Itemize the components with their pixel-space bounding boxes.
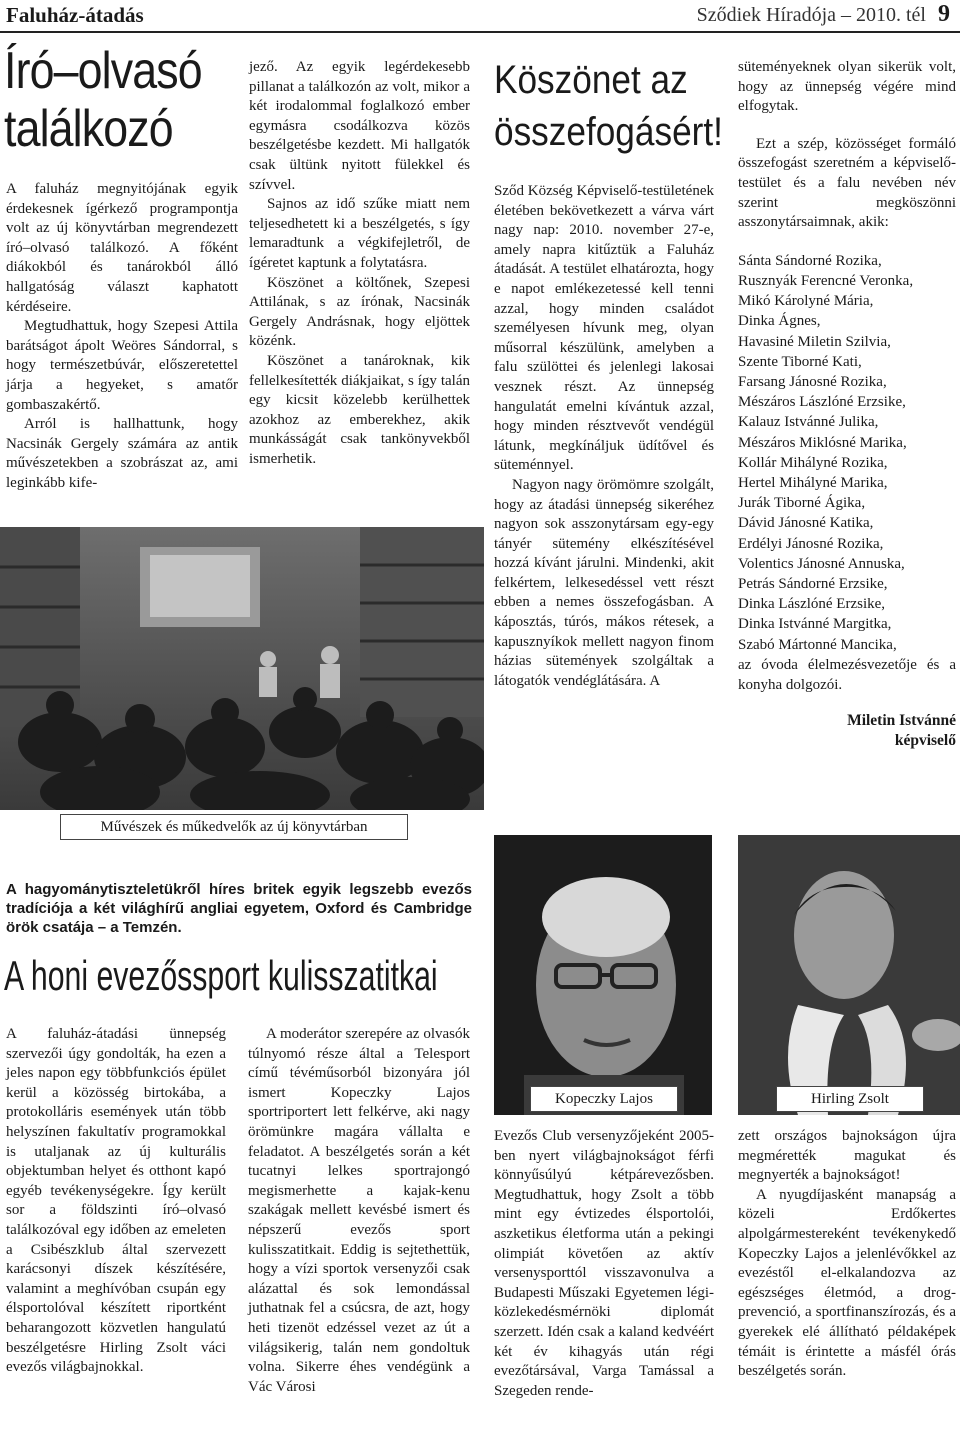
article2-column-1 [494, 182, 714, 691]
signature-name: Miletin Istvánné [847, 712, 956, 730]
thanks-name: Mikó Károlyné Mária, [738, 293, 874, 310]
library-photo-caption: Művészek és műkedvelők az új könyvtárban [60, 814, 408, 840]
article3-para: zett országos bajnokságon újra megmérették magukat és megnyerték a bajnokságot! [738, 1128, 956, 1184]
article2-signature [738, 711, 956, 751]
thanks-name: Dinka Istvánné Margitka, [738, 616, 892, 633]
thanks-name: Erdélyi Jánosné Rozika, [738, 535, 884, 552]
article3-title: A honi evezőssport kulisszatitkai [4, 952, 438, 999]
article1-para: A faluház megnyitójának egyik érdekesnek ígérkező programpontja volt az új könyvtárban megrendezett író–olvasó találkozó. A főként diákokból és tanárokból álló hallgatóság választ kaphatott kérdéseire. [6, 181, 238, 315]
article1-para: Megtudhattuk, hogy Szepesi Attila barátságot ápolt Weöres Sándorral, s hogy természetbúvár, előszeretettel járja a hegyeket, s amatőr gombaszakértő. [6, 318, 238, 413]
article2-para: Ezt a szép, közösséget formáló összefogást szeretném a képviselő-testület és a falu nevében név szerint megköszönni asszonytársaimnak, akik: [738, 135, 956, 231]
page-number: 9 [938, 1, 950, 27]
thanks-name: Dávid Jánosné Katika, [738, 515, 874, 532]
thanks-name: Petrás Sándorné Erzsike, [738, 576, 888, 592]
thanks-name: Szente Tiborné Kati, [738, 353, 862, 370]
thanks-name: Kalauz Istvánné Julika, [738, 414, 879, 431]
thanks-name: Mészáros Lászlóné Erzsike, [738, 394, 906, 411]
thanks-name: Mészáros Miklósné Marika, [738, 434, 907, 451]
section-title: Faluház-átadás [6, 3, 144, 27]
thanks-name: Volentics Jánosné Annuska, [738, 555, 905, 572]
library-event-photo [0, 527, 484, 810]
article1-para: Köszönet a tanároknak, kik fellelkesítették diákjaikat, s így talán egy kicsit közelebb kerülhettek azokhoz az emberekhez, akik munkásságát csak tankönyvekből ismerhetik. [249, 352, 470, 467]
thanks-name: Kollár Mihályné Rozika, [738, 454, 888, 471]
article3-para: A faluház-átadási ünnepség szervezői úgy gondolták, ha ezen a jeles napon egy többfunkciós épület kerül a közösség birtokába, a protokolláris események után több helyszínen fakultatív programokkal is utaljanak az új kulturális objektumban helyet és otthont kapó egyéb tevékenységekre. Így került sor a földszinti író–olvasó találkozóval egy időben az emeleten a Csibészklub által szervezett karácsonyi díszek készítésére, valamint a meghívóban csupán egy élsportolóval készített riportként beharangozott közvetlen hangulatú beszélgetésre Hirling Zsolt váci evezős világbajnokkal. [6, 1026, 226, 1376]
portrait-hirling-caption: Hirling Zsolt [776, 1086, 924, 1112]
article3-column-4 [738, 1127, 956, 1382]
portrait-hirling-graphic [738, 835, 960, 1115]
publication-name: Sződiek Híradója – 2010. tél [696, 4, 926, 26]
article3-para: A nyugdíjasként manapság a közeli Erdőkertes alpolgármestereként tevékenykedő Kopeczky Lajos a jelenlévőkkel az evezéstől el-elkalandozva az egészséges életmód, a drog-prevenció, a sportfinanszírozás, és a gyerekek elé állítható példaképek témáit is érintette a másfél órás beszélgetés során. [738, 1186, 956, 1380]
thanks-name: Sánta Sándorné Rozika, [738, 252, 882, 269]
thanks-name: Jurák Tiborné Ágika, [738, 495, 866, 512]
article2-para: süteményeknek olyan sikerük volt, hogy az ünnepség végére mind elfogytak. [738, 59, 956, 115]
thanks-name: Rusznyák Ferencné Veronka, [738, 272, 914, 289]
portrait-hirling [738, 835, 960, 1115]
thanks-name-list [738, 251, 956, 695]
article2-title-line1: Köszönet az [494, 58, 688, 102]
article1-title-line1: Író–olvasó [4, 42, 202, 100]
article3-column-2 [248, 1025, 470, 1397]
article1-column-2 [249, 58, 470, 469]
thanks-name: Dinka Ágnes, [738, 313, 821, 330]
article1-title [4, 42, 202, 158]
article1-para: Köszönet a költőnek, Szepesi Attilának, s az írónak, Nacsinák Gergely Andrásnak, hogy eljöttek közénk. [249, 274, 470, 350]
article2-para: Sződ Község Képviselő-testületének életében bekövetkezett a várva várt nagy nap: 2010. november 27-e, amely napra kitűztük a Faluház átadását. A testület elhatározta, hogy e napot emlékezetessé kell tenni azzal, hogy minden családot személyesen hívunk meg, olyan műsorral készülünk, amelyben a falu szülöttei és jelenlegi lakosai vesznek részt. Az ünnepség hangulatát emelni kívántuk azzal, hogy minden résztvevőt vendégül látunk, megkínáljuk üdítővel és süteménnyel. [494, 183, 714, 474]
thanks-name: Dinka Lászlóné Erzsike, [738, 596, 886, 613]
library-event-photo-graphic [0, 527, 484, 810]
publication-info [697, 1, 950, 28]
signature-role: képviselő [894, 732, 956, 750]
thanks-name: Farsang Jánosné Rozika, [738, 373, 887, 390]
thanks-name: Havasiné Miletin Szilvia, [738, 333, 891, 350]
article2-title-line2: összefogásért! [494, 110, 723, 154]
portrait-kopeczky-graphic [494, 835, 712, 1115]
portrait-kopeczky [494, 835, 712, 1115]
article1-para: Sajnos az idő szűke miatt nem teljesedhetett ki a beszélgetés, s így lemaradtunk a végkifejletről, de ígéretet kaptunk a folytatásra. [249, 196, 470, 271]
article3-para: Evezős Club versenyzőjeként 2005-ben nyert világbajnokságot férfi könnyűsúlyú kétpárevezősben. Megtudhattuk, hogy Zsolt a több mint egy évtizedes élsportolói, aszketikus életforma után a pekingi olimpiát követően az aktív versenysporttól visszavonulva a Budapesti Műszaki Egyetemen légi-közlekedésmérnöki diplomát szerzett. Idén csak a kaland kedvéért két év kihagyás után régi evezőtársával, Varga Tamással a Szegeden rende- [494, 1128, 714, 1399]
article2-para: Nagyon nagy örömömre szolgált, hogy az átadási ünnepség sikeréhez nagyon sok asszonytársam egy-egy tányér sütemény elkészítésével hozzá kívánt járulni. Mindenki, akit felkértem, lelkesedéssel vett részt ebben a nemes összefogásban. A káposztás, túrós, mákos rétesek, a kapusznyíkok mellett nagyon finom házias sütemények szolgáltak a látogatók vendéglátására. A [494, 476, 714, 689]
article1-para: jező. Az egyik legérdekesebb pillanat a találkozón az volt, mikor a két irodalommal foglalkozó ember egymásra csodálkozva közös beszélgetésbe kezdett. Mi hallgatók csak ültünk nyitott fülekkel és szívvel. [249, 59, 470, 193]
thanks-name: az óvoda élelmezésvezetője és a konyha dolgozói. [738, 656, 956, 694]
article3-column-1 [6, 1025, 226, 1378]
header-rule [0, 31, 960, 33]
article2-column-2 [738, 58, 956, 751]
thanks-name: Hertel Mihályné Marika, [738, 474, 888, 491]
article2-title [494, 54, 723, 158]
article1-column-1 [6, 180, 238, 494]
article3-para: A moderátor szerepére az olvasók túlnyomó része által a Telesport című tévéműsorból bizonyára jól ismert Kopeczky Lajos sportriportert lett felkérve, aki nagy örömünkre magára vállalta e feladatot. A beszélgetés során a két tucatnyi lelkes sportrajongó megismerhette a kajak-kenu szakágak mellett kevésbé ismert és népszerű evezős sport kulisszatitkait. Eddig is sejtethettük, hogy a vízi sportok versenyzői csak alázattal és sok lemondással juthatnak fel a csúcsra, de azt, hogy heti tizenöt edzéssel vezet az út a világsikerig, talán nem gondoltuk volna. Sikerre éhes vendégünk a Vác Városi [248, 1026, 470, 1395]
thanks-name: Szabó Mártonné Mancika, [738, 636, 897, 653]
article3-lead: A hagyománytiszteletükről híres britek egyik legszebb evezős tradíciója a két világhírű angliai egyetem, Oxford és Cambridge örök csatája – a Temzén. [6, 881, 472, 936]
article3-column-3 [494, 1127, 714, 1401]
portrait-kopeczky-caption: Kopeczky Lajos [530, 1086, 678, 1112]
article1-title-line2: találkozó [4, 100, 173, 158]
article1-para: Arról is hallhattunk, hogy Nacsinák Gergely számára az antik művészetekben a szobrászat az, ami leginkább kife- [6, 416, 238, 491]
